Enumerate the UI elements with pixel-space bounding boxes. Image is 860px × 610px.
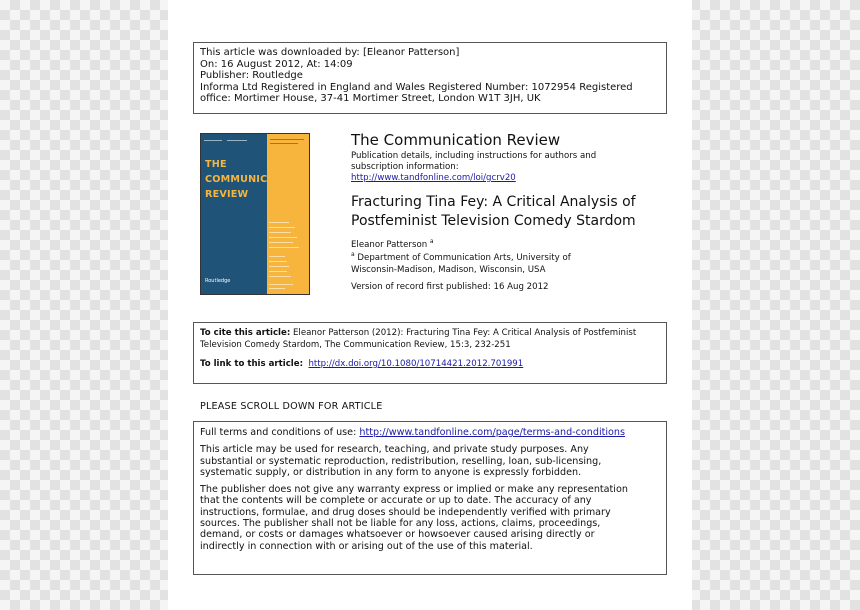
cite-label: To cite this article: (200, 328, 291, 338)
author-affiliation: $^a$ Department of Communication Arts, University of Wisconsin-Madison, Madison, Wisconsin, USA (351, 251, 571, 275)
doi-link[interactable]: http://dx.doi.org/10.1080/10714421.2012.701991 (308, 359, 524, 369)
version-of-record: Version of record first published: 16 Aug 2012 (351, 282, 549, 292)
download-date-text: On: 16 August 2012, At: 14:09 (200, 58, 353, 70)
link-label: To link to this article: (200, 359, 304, 369)
terms-box (193, 421, 667, 575)
cover-title: THE COMMUNICATION REVIEW (205, 159, 302, 200)
publication-details: Publication details, including instructions for authors and subscription information: http://www.tandfonline.com/loi/gcrv20 (351, 151, 597, 183)
usage-paragraph: This article may be used for research, teaching, and private study purposes. Any substantial or systematic reproduction, redistribution, reselling, loan, sub-licensing, systematic supply, or distribution in any form to anyone is expressly forbidden. (200, 444, 602, 478)
download-info-box (193, 42, 667, 114)
terms-label: Full terms and conditions of use: (200, 427, 357, 438)
citation-box (193, 322, 667, 384)
publisher-text: Publisher: Routledge (200, 70, 303, 81)
disclaimer-paragraph: The publisher does not give any warranty express or implied or make any representation that the contents will be complete or accurate or up to date. The accuracy of any instructions, formulae, and drug doses should be independently verified with primary sources. The publisher shall not be liable for any loss, actions, claims, proceedings, demand, or costs or damages whatsoever or howsoever caused arising directly or indirectly in connection with or arising out of the use of this material. (200, 484, 628, 552)
article-title: Fracturing Tina Fey: A Critical Analysis of Postfeminist Television Comedy Stardom (351, 194, 636, 229)
terms-link[interactable]: http://www.tandfonline.com/page/terms-and-conditions (359, 427, 626, 438)
office-address-text: office: Mortimer House, 37-41 Mortimer Street, London W1T 3JH, UK (200, 93, 541, 104)
document-page (168, 0, 692, 610)
author-name: Eleanor Patterson $^a$ (351, 238, 434, 250)
scroll-notice: PLEASE SCROLL DOWN FOR ARTICLE (200, 401, 383, 412)
journal-cover-image (200, 133, 310, 295)
journal-url-link[interactable]: http://www.tandfonline.com/loi/gcrv20 (351, 173, 516, 183)
registration-text: Informa Ltd Registered in England and Wales Registered Number: 1072954 Registered (200, 81, 633, 93)
journal-title: The Communication Review (351, 131, 561, 149)
cite-text-continued: Television Comedy Stardom, The Communication Review, 15:3, 232-251 (200, 339, 511, 350)
cover-publisher-logo: Routledge (205, 278, 231, 284)
cite-text: Eleanor Patterson (2012): Fracturing Tina Fey: A Critical Analysis of Postfeminist (293, 328, 637, 338)
downloaded-by-text: This article was downloaded by: [Eleanor Patterson] (200, 47, 460, 58)
